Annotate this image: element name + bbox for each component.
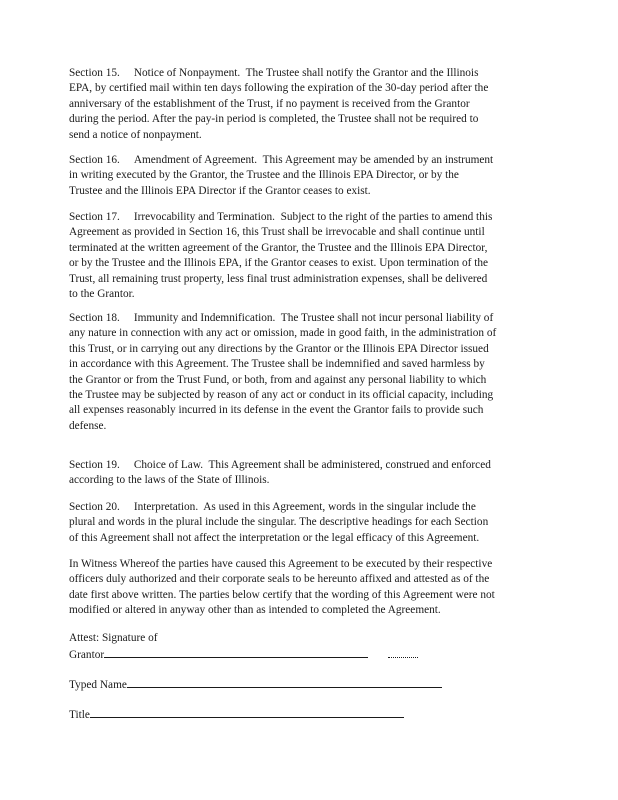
section-text-line: This Agreement may be amended by an instrument — [262, 154, 494, 166]
section-15-number: Section 15. — [69, 67, 120, 79]
section-17-heading: Irrevocability and Termination. — [133, 211, 275, 223]
section-19 — [69, 458, 547, 489]
witness-line: In Witness Whereof the parties have caused this Agreement to be executed by their respective — [69, 558, 493, 570]
section-text-line: any nature in connection with any act or omission, made in good faith, in the administration of — [69, 327, 497, 340]
section-16 — [69, 153, 547, 199]
section-text-line: EPA, by certified mail within ten days following the expiration of the 30-day period after the — [69, 82, 489, 95]
attest-label-row — [69, 631, 157, 646]
section-16-heading: Amendment of Agreement. — [133, 154, 258, 166]
section-text-line: defense. — [69, 419, 107, 432]
section-18 — [69, 311, 547, 434]
section-20-number: Section 20. — [69, 501, 120, 513]
grantor-label: Grantor — [69, 649, 105, 661]
section-15-first-line — [69, 66, 547, 81]
section-text-line: The Trustee shall not incur personal liability of — [280, 312, 494, 324]
section-text-line: according to the laws of the State of Illinois. — [69, 474, 270, 487]
section-20 — [69, 500, 547, 546]
section-text-line: This Agreement shall be administered, construed and enforced — [208, 459, 491, 471]
section-text-line: Agreement as provided in Section 16, this Trust shall be irrevocable and shall continue until — [69, 226, 485, 239]
section-16-first-line — [69, 153, 547, 168]
section-text-line: Trustee and the Illinois EPA Director if the Grantor ceases to exist. — [69, 184, 371, 197]
section-17-first-line — [69, 210, 547, 225]
section-text-line: anniversary of the establishment of the Trust, if no payment is received from the Grantor — [69, 97, 470, 110]
witness-line: date first above written. The parties below certify that the wording of this Agreement were not — [69, 588, 495, 601]
title-row — [69, 707, 404, 723]
section-text-line: send a notice of nonpayment. — [69, 128, 202, 141]
section-17 — [69, 210, 547, 302]
section-19-first-line — [69, 458, 547, 473]
witness-line: officers duly authorized and their corporate seals to be hereunto affixed and attested as of the — [69, 573, 490, 586]
title-line[interactable] — [90, 707, 404, 718]
section-text-line: Trust, all remaining trust property, less final trust administration expenses, shall be delivered — [69, 272, 488, 285]
section-text-line: during the period. After the pay-in period is completed, the Trustee shall not be required to — [69, 113, 479, 126]
section-18-heading: Immunity and Indemnification. — [133, 312, 276, 324]
grantor-signature-line[interactable] — [104, 647, 368, 658]
typed-name-line[interactable] — [127, 677, 442, 688]
section-text-line: all expenses reasonably incurred in its defense in the event the Grantor fails to provide such — [69, 404, 484, 417]
section-text-line: terminated at the written agreement of the Grantor, the Trustee and the Illinois EPA Director, — [69, 241, 488, 254]
section-16-number: Section 16. — [69, 154, 120, 166]
section-19-heading: Choice of Law. — [133, 459, 204, 471]
title-label: Title — [69, 709, 90, 721]
section-text-line: of this Agreement shall not affect the interpretation or the legal efficacy of this Agreement. — [69, 531, 480, 544]
section-text-line: As used in this Agreement, words in the singular include the — [203, 501, 476, 513]
section-text-line: The Trustee shall notify the Grantor and the Illinois — [245, 67, 479, 79]
section-20-first-line — [69, 500, 547, 515]
typed-name-row — [69, 677, 442, 693]
witness-line: modified or altered in anyway other than as intended to completed the Agreement. — [69, 604, 441, 617]
attest-label: Attest: Signature of — [69, 632, 158, 644]
section-text-line: plural and words in the plural include the singular. The descriptive headings for each Section — [69, 516, 489, 529]
typed-name-label: Typed Name — [69, 679, 127, 691]
section-text-line: Subject to the right of the parties to amend this — [280, 211, 493, 223]
grantor-signature-row — [69, 647, 418, 663]
section-18-first-line — [69, 311, 547, 326]
section-20-heading: Interpretation. — [133, 501, 199, 513]
witness-paragraph — [69, 557, 547, 619]
section-15-heading: Notice of Nonpayment. — [133, 67, 241, 79]
section-15 — [69, 66, 547, 143]
section-18-number: Section 18. — [69, 312, 120, 324]
section-19-number: Section 19. — [69, 459, 120, 471]
section-text-line: the Grantor or from the Trust Fund, or both, from and against any personal liability to which — [69, 373, 487, 386]
section-text-line: in writing executed by the Grantor, the Trustee and the Illinois EPA Director, or by the — [69, 169, 459, 182]
section-text-line: to the Grantor. — [69, 288, 135, 301]
section-text-line: or by the Trustee and the Illinois EPA, if the Grantor ceases to exist. Upon termination of the — [69, 257, 489, 270]
grantor-signature-line-tail — [388, 647, 418, 658]
section-text-line: in accordance with this Agreement. The Trustee shall be indemnified and saved harmless by — [69, 358, 485, 371]
section-text-line: this Trust, or in carrying out any directions by the Grantor or the Illinois EPA Director issued — [69, 342, 489, 355]
section-text-line: the Trustee may be subjected by reason of any act or conduct in its official capacity, including — [69, 389, 494, 402]
section-17-number: Section 17. — [69, 211, 120, 223]
